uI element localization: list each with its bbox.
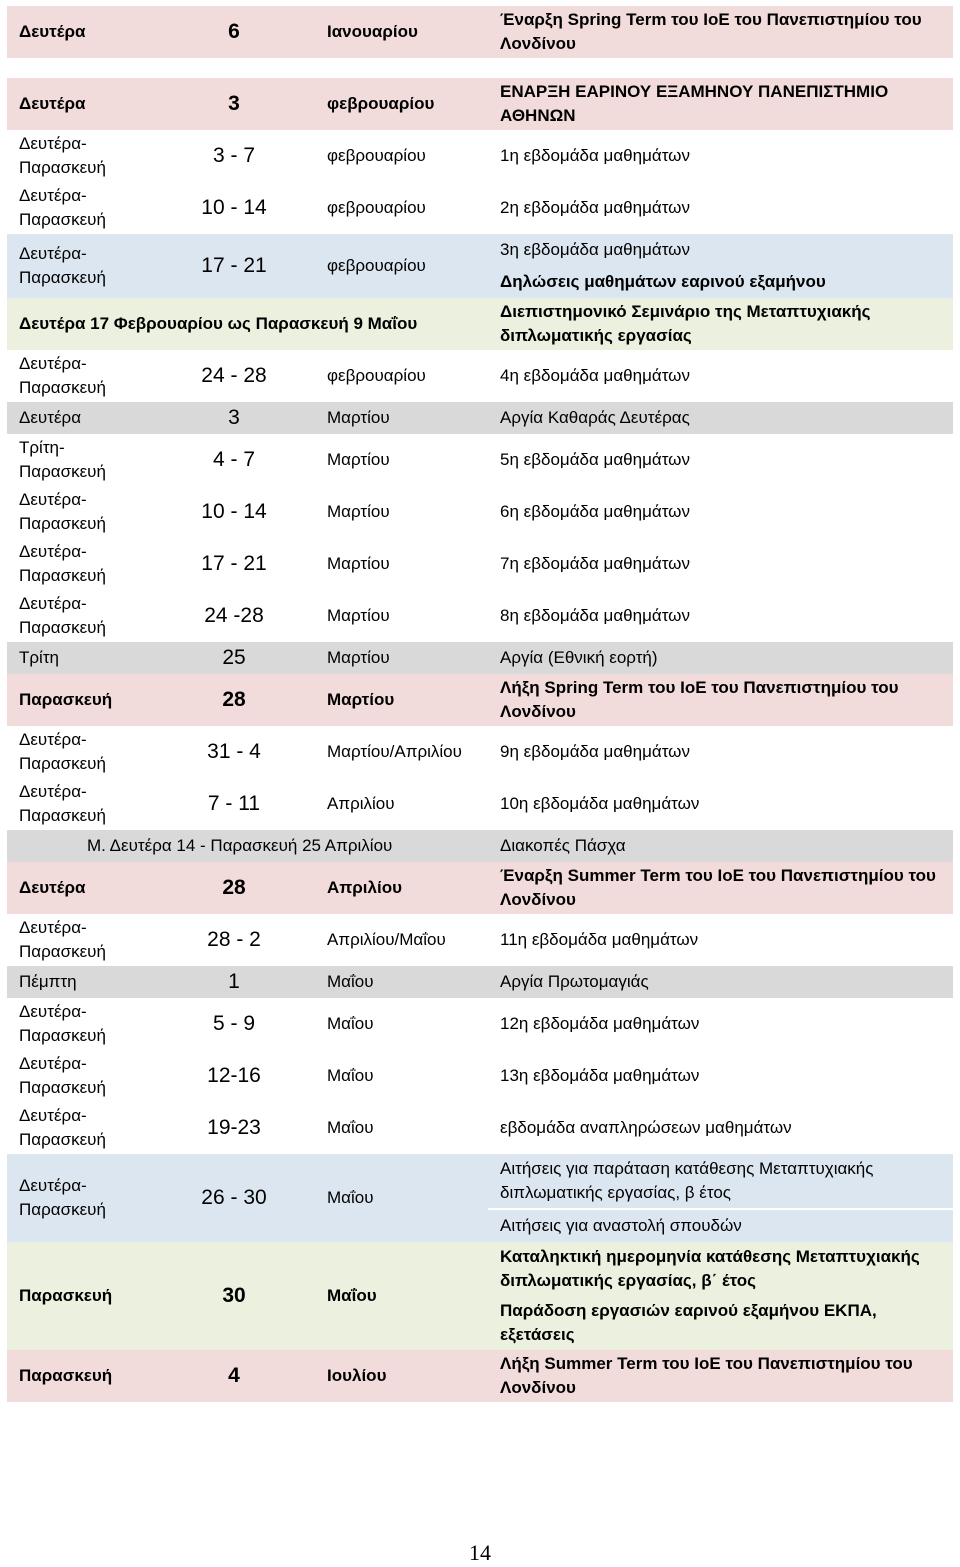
day-cell: Τρίτη-Παρασκευή (7, 434, 153, 486)
month-cell: Ιανουαρίου (315, 6, 488, 58)
day-cell: Δευτέρα-Παρασκευή (7, 590, 153, 642)
day-cell: Δευτέρα-Παρασκευή (7, 1102, 153, 1154)
day-cell: Δευτέρα-Παρασκευή (7, 914, 153, 966)
date-cell: 24 -28 (153, 590, 315, 642)
calendar-row (7, 130, 953, 182)
day-cell: Τρίτη (7, 642, 153, 674)
event-cell: Αργία Καθαράς Δευτέρας (488, 402, 953, 434)
calendar-row (7, 674, 953, 726)
day-cell: Δευτέρα-Παρασκευή (7, 998, 153, 1050)
calendar-row (7, 862, 953, 914)
month-cell: Μαρτίου (315, 538, 488, 590)
month-cell: Μαρτίου (315, 434, 488, 486)
day-cell: Δευτέρα-Παρασκευή (7, 234, 153, 298)
event-cell: Αιτήσεις για αναστολή σπουδών (488, 1210, 953, 1242)
month-cell: Απριλίου (315, 778, 488, 830)
date-cell: 31 - 4 (153, 726, 315, 778)
date-cell: 26 - 30 (153, 1154, 315, 1242)
month-cell: Μαρτίου (315, 590, 488, 642)
academic-calendar-table (7, 6, 953, 1402)
date-cell: 7 - 11 (153, 778, 315, 830)
month-cell: φεβρουαρίου (315, 350, 488, 402)
event-cell: 7η εβδομάδα μαθημάτων (488, 538, 953, 590)
calendar-row (7, 6, 953, 58)
event-cell: Αιτήσεις για παράταση κατάθεσης Μεταπτυχιακής διπλωματικής εργασίας, β έτος (488, 1154, 953, 1210)
event-cell: Λήξη Spring Term του IoE του Πανεπιστημίου του Λονδίνου (488, 674, 953, 726)
calendar-row (7, 642, 953, 674)
month-cell: Μαρτίου (315, 674, 488, 726)
day-cell: Πέμπτη (7, 966, 153, 998)
month-cell: Μαΐου (315, 1050, 488, 1102)
calendar-row (7, 486, 953, 538)
page-number: 14 (469, 1540, 491, 1565)
month-cell: Μαΐου (315, 1102, 488, 1154)
calendar-row (7, 182, 953, 234)
event-cell: Αργία (Εθνική εορτή) (488, 642, 953, 674)
day-cell: Δευτέρα (7, 78, 153, 130)
event-cell: Διακοπές Πάσχα (488, 830, 953, 862)
event-cell: Λήξη Summer Term του IoE του Πανεπιστημίου του Λονδίνου (488, 1350, 953, 1402)
day-cell: Δευτέρα-Παρασκευή (7, 182, 153, 234)
calendar-row (7, 402, 953, 434)
date-range-cell: Δευτέρα 17 Φεβρουαρίου ως Παρασκευή 9 Μαΐου (7, 298, 488, 350)
event-cell: Έναρξη Spring Term του IoE του Πανεπιστημίου του Λονδίνου (488, 6, 953, 58)
date-range-cell: Μ. Δευτέρα 14 - Παρασκευή 25 Απριλίου (7, 830, 488, 862)
month-cell: Μαΐου (315, 966, 488, 998)
date-cell: 19-23 (153, 1102, 315, 1154)
day-cell: Δευτέρα (7, 402, 153, 434)
month-cell: Μαρτίου (315, 402, 488, 434)
date-cell: 28 (153, 862, 315, 914)
event-cell: 2η εβδομάδα μαθημάτων (488, 182, 953, 234)
month-cell: Μαρτίου (315, 486, 488, 538)
calendar-row (7, 1102, 953, 1154)
date-cell: 28 - 2 (153, 914, 315, 966)
calendar-row (7, 914, 953, 966)
calendar-row (7, 1050, 953, 1102)
month-cell: φεβρουαρίου (315, 234, 488, 298)
calendar-row (7, 538, 953, 590)
day-cell: Παρασκευή (7, 674, 153, 726)
day-cell: Παρασκευή (7, 1242, 153, 1350)
calendar-row (7, 78, 953, 130)
month-cell: φεβρουαρίου (315, 130, 488, 182)
day-cell: Δευτέρα-Παρασκευή (7, 486, 153, 538)
event-cell: εβδομάδα αναπληρώσεων μαθημάτων (488, 1102, 953, 1154)
event-cell: 4η εβδομάδα μαθημάτων (488, 350, 953, 402)
date-cell: 28 (153, 674, 315, 726)
event-cell: 6η εβδομάδα μαθημάτων (488, 486, 953, 538)
date-cell: 10 - 14 (153, 486, 315, 538)
date-cell: 4 - 7 (153, 434, 315, 486)
row-spacer (7, 58, 953, 78)
event-cell: 8η εβδομάδα μαθημάτων (488, 590, 953, 642)
event-cell: Έναρξη Summer Term του IoE του Πανεπιστημίου του Λονδίνου (488, 862, 953, 914)
event-cell: Παράδοση εργασιών εαρινού εξαμήνου ΕΚΠΑ, εξετάσεις (488, 1296, 953, 1350)
date-cell: 4 (153, 1350, 315, 1402)
date-cell: 3 - 7 (153, 130, 315, 182)
calendar-row (7, 1350, 953, 1402)
month-cell: φεβρουαρίου (315, 78, 488, 130)
day-cell: Δευτέρα-Παρασκευή (7, 538, 153, 590)
event-cell: 9η εβδομάδα μαθημάτων (488, 726, 953, 778)
calendar-row (7, 1154, 953, 1210)
date-cell: 12-16 (153, 1050, 315, 1102)
month-cell: Μαρτίου/Απριλίου (315, 726, 488, 778)
calendar-row (7, 966, 953, 998)
date-cell: 24 - 28 (153, 350, 315, 402)
event-cell: Δηλώσεις μαθημάτων εαρινού εξαμήνου (488, 266, 953, 298)
event-cell: ΕΝΑΡΞΗ ΕΑΡΙΝΟΥ ΕΞΑΜΗΝΟΥ ΠΑΝΕΠΙΣΤΗΜΙΟ ΑΘΗΝΩΝ (488, 78, 953, 130)
day-cell: Παρασκευή (7, 1350, 153, 1402)
calendar-row (7, 434, 953, 486)
calendar-row (7, 298, 953, 350)
date-cell: 1 (153, 966, 315, 998)
event-cell: 11η εβδομάδα μαθημάτων (488, 914, 953, 966)
day-cell: Δευτέρα-Παρασκευή (7, 1050, 153, 1102)
date-cell: 6 (153, 6, 315, 58)
day-cell: Δευτέρα (7, 862, 153, 914)
date-cell: 3 (153, 78, 315, 130)
calendar-row (7, 234, 953, 266)
calendar-row (7, 1242, 953, 1296)
event-cell: 12η εβδομάδα μαθημάτων (488, 998, 953, 1050)
date-cell: 30 (153, 1242, 315, 1350)
date-cell: 3 (153, 402, 315, 434)
event-cell: 3η εβδομάδα μαθημάτων (488, 234, 953, 266)
calendar-row (7, 350, 953, 402)
day-cell: Δευτέρα-Παρασκευή (7, 350, 153, 402)
month-cell: Ιουλίου (315, 1350, 488, 1402)
day-cell: Δευτέρα-Παρασκευή (7, 726, 153, 778)
month-cell: Απριλίου/Μαΐου (315, 914, 488, 966)
event-cell: Διεπιστημονικό Σεμινάριο της Μεταπτυχιακής διπλωματικής εργασίας (488, 298, 953, 350)
month-cell: φεβρουαρίου (315, 182, 488, 234)
date-cell: 25 (153, 642, 315, 674)
event-cell: 1η εβδομάδα μαθημάτων (488, 130, 953, 182)
day-cell: Δευτέρα (7, 6, 153, 58)
day-cell: Δευτέρα-Παρασκευή (7, 130, 153, 182)
calendar-row (7, 590, 953, 642)
event-cell: 13η εβδομάδα μαθημάτων (488, 1050, 953, 1102)
date-cell: 17 - 21 (153, 234, 315, 298)
day-cell: Δευτέρα-Παρασκευή (7, 778, 153, 830)
calendar-row (7, 726, 953, 778)
month-cell: Μαρτίου (315, 642, 488, 674)
event-cell: 10η εβδομάδα μαθημάτων (488, 778, 953, 830)
calendar-row (7, 830, 953, 862)
calendar-row (7, 998, 953, 1050)
month-cell: Μαΐου (315, 1242, 488, 1350)
calendar-row (7, 778, 953, 830)
date-cell: 17 - 21 (153, 538, 315, 590)
event-cell: Αργία Πρωτομαγιάς (488, 966, 953, 998)
event-cell: Καταληκτική ημερομηνία κατάθεσης Μεταπτυχιακής διπλωματικής εργασίας, β΄ έτος (488, 1242, 953, 1296)
day-cell: Δευτέρα-Παρασκευή (7, 1154, 153, 1242)
date-cell: 5 - 9 (153, 998, 315, 1050)
date-cell: 10 - 14 (153, 182, 315, 234)
month-cell: Μαΐου (315, 1154, 488, 1242)
month-cell: Απριλίου (315, 862, 488, 914)
event-cell: 5η εβδομάδα μαθημάτων (488, 434, 953, 486)
month-cell: Μαΐου (315, 998, 488, 1050)
